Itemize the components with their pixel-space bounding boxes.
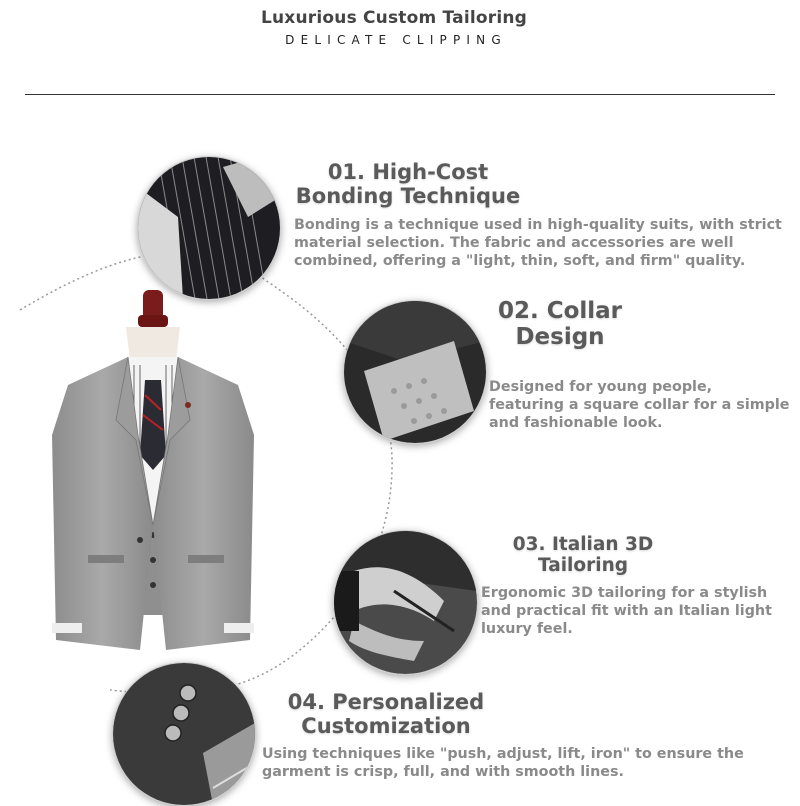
suit-mannequin-image — [48, 285, 258, 655]
feature-1-text-line: Bonding is a technique used in high-quality suits, with strict — [294, 217, 782, 233]
feature-4-description — [262, 745, 782, 781]
feature-3-text-line: and practical fit with an Italian light — [481, 603, 772, 620]
feature-2-text-line: and fashionable look. — [489, 415, 663, 432]
feature-2-title-line: 02. Collar — [497, 298, 623, 324]
collar-design-image — [343, 300, 487, 444]
feature-1-title-line: 01. High-Cost — [327, 160, 489, 184]
feature-1-text-line: material selection. The fabric and accessories are well — [294, 235, 734, 252]
feature-2-description — [489, 378, 800, 432]
feature-4-title — [280, 690, 492, 738]
feature-1-title — [288, 160, 528, 208]
feature-4-text-line: garment is crisp, full, and with smooth lines. — [262, 764, 624, 781]
feature-1-title-line: Bonding Technique — [295, 184, 521, 209]
bonding-technique-image — [137, 156, 281, 300]
page-title: Luxurious Custom Tailoring — [260, 8, 528, 28]
feature-3-text-line: Ergonomic 3D tailoring for a stylish — [481, 585, 768, 601]
feature-3-title-line: Tailoring — [538, 555, 628, 577]
feature-4-text-line: Using techniques like "push, adjust, lift, iron" to ensure the — [262, 746, 744, 762]
feature-1-text-line: combined, offering a "light, thin, soft, and firm" quality. — [294, 253, 746, 270]
italian-tailoring-image — [333, 530, 478, 675]
feature-3-title — [493, 534, 673, 577]
feature-2-title — [470, 298, 650, 351]
feature-4-title-line: 04. Personalized — [287, 690, 485, 714]
feature-4-title-line: Customization — [301, 714, 471, 739]
feature-2-text-line: Designed for young people, — [489, 379, 713, 395]
feature-2-text-line: featuring a square collar for a simple — [489, 397, 790, 414]
personalized-customization-image — [112, 662, 256, 806]
feature-3-text-line: luxury feel. — [481, 621, 573, 638]
feature-3-title-line: 03. Italian 3D — [512, 534, 654, 555]
feature-2-title-line: Design — [515, 324, 605, 351]
page-subtitle: DELICATE CLIPPING — [285, 33, 507, 47]
feature-1-description — [294, 216, 799, 270]
feature-3-description — [481, 584, 800, 638]
